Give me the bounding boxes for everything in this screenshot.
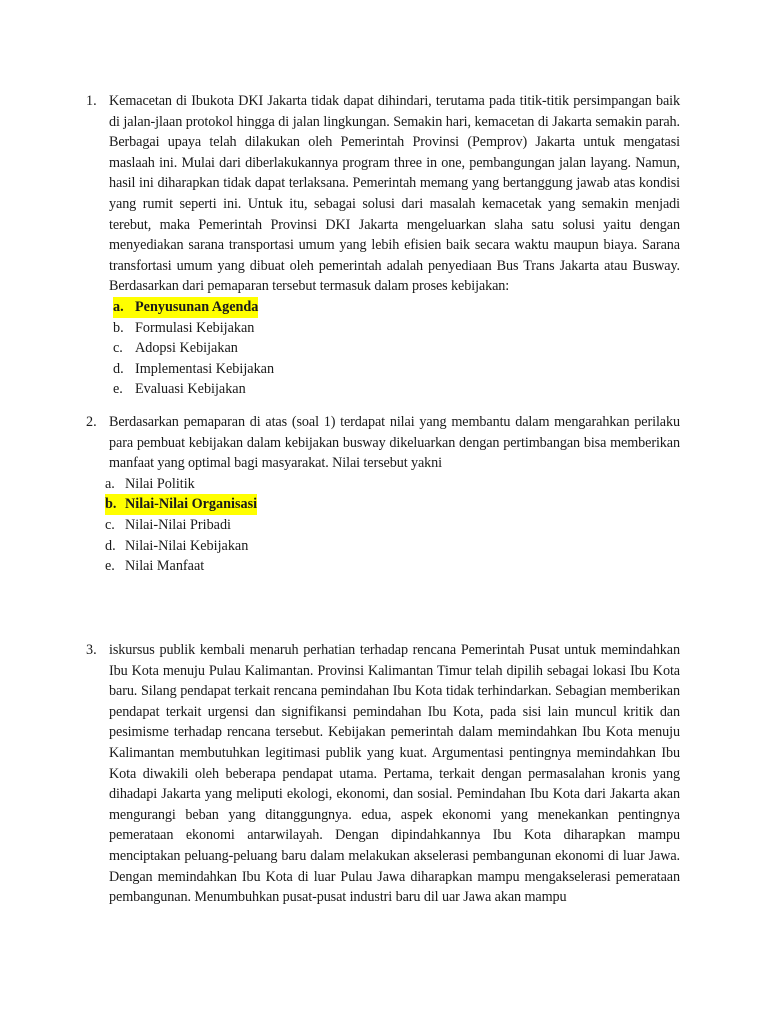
option-e — [113, 379, 680, 400]
option-text: Formulasi Kebijakan — [135, 319, 255, 336]
option-text: Implementasi Kebijakan — [135, 360, 275, 377]
option-text: Evaluasi Kebijakan — [135, 381, 246, 398]
option-letter: b. — [105, 496, 117, 513]
question-3 — [86, 640, 680, 908]
option-a-highlighted — [113, 297, 680, 318]
option-text: Nilai-Nilai Organisasi — [125, 496, 258, 513]
question-text: Berdasarkan pemaparan di atas (soal 1) terdapat nilai yang membantu dalam mengarahkan perilaku para pembuat kebijakan dalam kebijakan busway dikeluarkan dengan pertimbangan bisa memberikan manfaat yang optimal bagi masyarakat. Nilai tersebut yakni — [109, 414, 680, 472]
question-number: 3. — [86, 642, 97, 658]
option-letter: a. — [105, 475, 115, 492]
option-e — [105, 556, 680, 577]
option-a — [105, 474, 680, 495]
option-letter: d. — [113, 360, 124, 377]
option-b — [113, 318, 680, 339]
option-text: Nilai-Nilai Pribadi — [125, 516, 231, 533]
option-text: Nilai Manfaat — [125, 558, 205, 575]
question-text: iskursus publik kembali menaruh perhatian terhadap rencana Pemerintah Pusat untuk memindahkan Ibu Kota menuju Pulau Kalimantan. Provinsi Kalimantan Timur telah dipilih sebagai lokasi Ibu Kota baru. Silang pendapat terkait rencana pemindahan Ibu Kota tidak terhindarkan. Sebagian memberikan pendapat terkait urgensi dan signifikansi pemindahan Ibu Kota, pada sisi lain muncul kritik dan pesimisme terhadap rencana tersebut. Kebijakan pemerintah dalam memindahkan Ibu Kota menuju Kalimantan membutuhkan legitimasi publik yang kuat. Argumentasi pentingnya memindahkan Ibu Kota diwakili oleh beberapa pendapat utama. Pertama, terkait dengan permasalahan kronis yang dihadapi Jakarta yang meliputi ekologi, ekonomi, dan sosial. Pemindahan Ibu Kota dari Jakarta akan mengurangi beban yang ditanggungnya. edua, aspek ekonomi yang menekankan pentingnya pemerataan ekonomi antarwilayah. Dengan dipindahkannya Ibu Kota diharapkan mampu menciptakan peluang-peluang baru dalam melakukan akselerasi pembangunan ekonomi di luar Jawa. Dengan memindahkan Ibu Kota di luar Pulau Jawa diharapkan mampu mengakselerasi pemerataan pembangunan. Menumbuhkan pusat-pusat industri baru dil uar Jawa akan mampu — [109, 642, 680, 906]
option-text: Nilai-Nilai Kebijakan — [125, 537, 249, 554]
question-1 — [86, 91, 680, 400]
option-b-highlighted — [105, 494, 680, 515]
question-2 — [86, 412, 680, 577]
option-c — [105, 515, 680, 536]
option-d — [113, 359, 680, 380]
question-number: 2. — [86, 414, 97, 430]
option-letter: e. — [105, 558, 115, 575]
option-letter: c. — [113, 340, 123, 357]
option-text: Nilai Politik — [125, 475, 195, 492]
option-letter: c. — [105, 516, 115, 533]
option-letter: b. — [113, 319, 124, 336]
option-letter: e. — [113, 381, 123, 398]
answer-options — [113, 297, 680, 400]
option-letter: d. — [105, 537, 116, 554]
answer-options — [105, 474, 680, 577]
question-number: 1. — [86, 93, 97, 109]
question-text: Kemacetan di Ibukota DKI Jakarta tidak dapat dihindari, terutama pada titik-titik persimpangan baik di jalan-jlaan protokol hingga di jalan lingkungan. Semakin hari, kemacetan di Jakarta semakin parah. Berbagai upaya telah dilakukan oleh Pemerintah Provinsi (Pemprov) Jakarta untuk mengatasi maslaah ini. Mulai dari diberlakukannya program three in one, pembangungan jalan layang. Namun, hasil ini diharapkan tidak dapat terlaksana. Pemerintah memang yang bertanggung jawab atas kondisi yang rumit seperti ini. Untuk itu, sebagai solusi dari masalah kemacetak yang semakin menjadi terebut, maka Pemerintah Provinsi DKI Jakarta mengeluarkan slaha satu solusi yaitu dengan menyediakan sarana transportasi umum yang lebih efisien baik secara waktu maupun biaya. Sarana transfortasi umum yang dibuat oleh pemerintah adalah penyediaan Bus Trans Jakarta atau Busway. Berdasarkan dari pemaparan tersebut termasuk dalam proses kebijakan: — [109, 93, 680, 295]
option-c — [113, 338, 680, 359]
option-letter: a. — [113, 298, 124, 315]
option-d — [105, 536, 680, 557]
option-text: Penyusunan Agenda — [135, 298, 259, 315]
option-text: Adopsi Kebijakan — [135, 340, 238, 357]
